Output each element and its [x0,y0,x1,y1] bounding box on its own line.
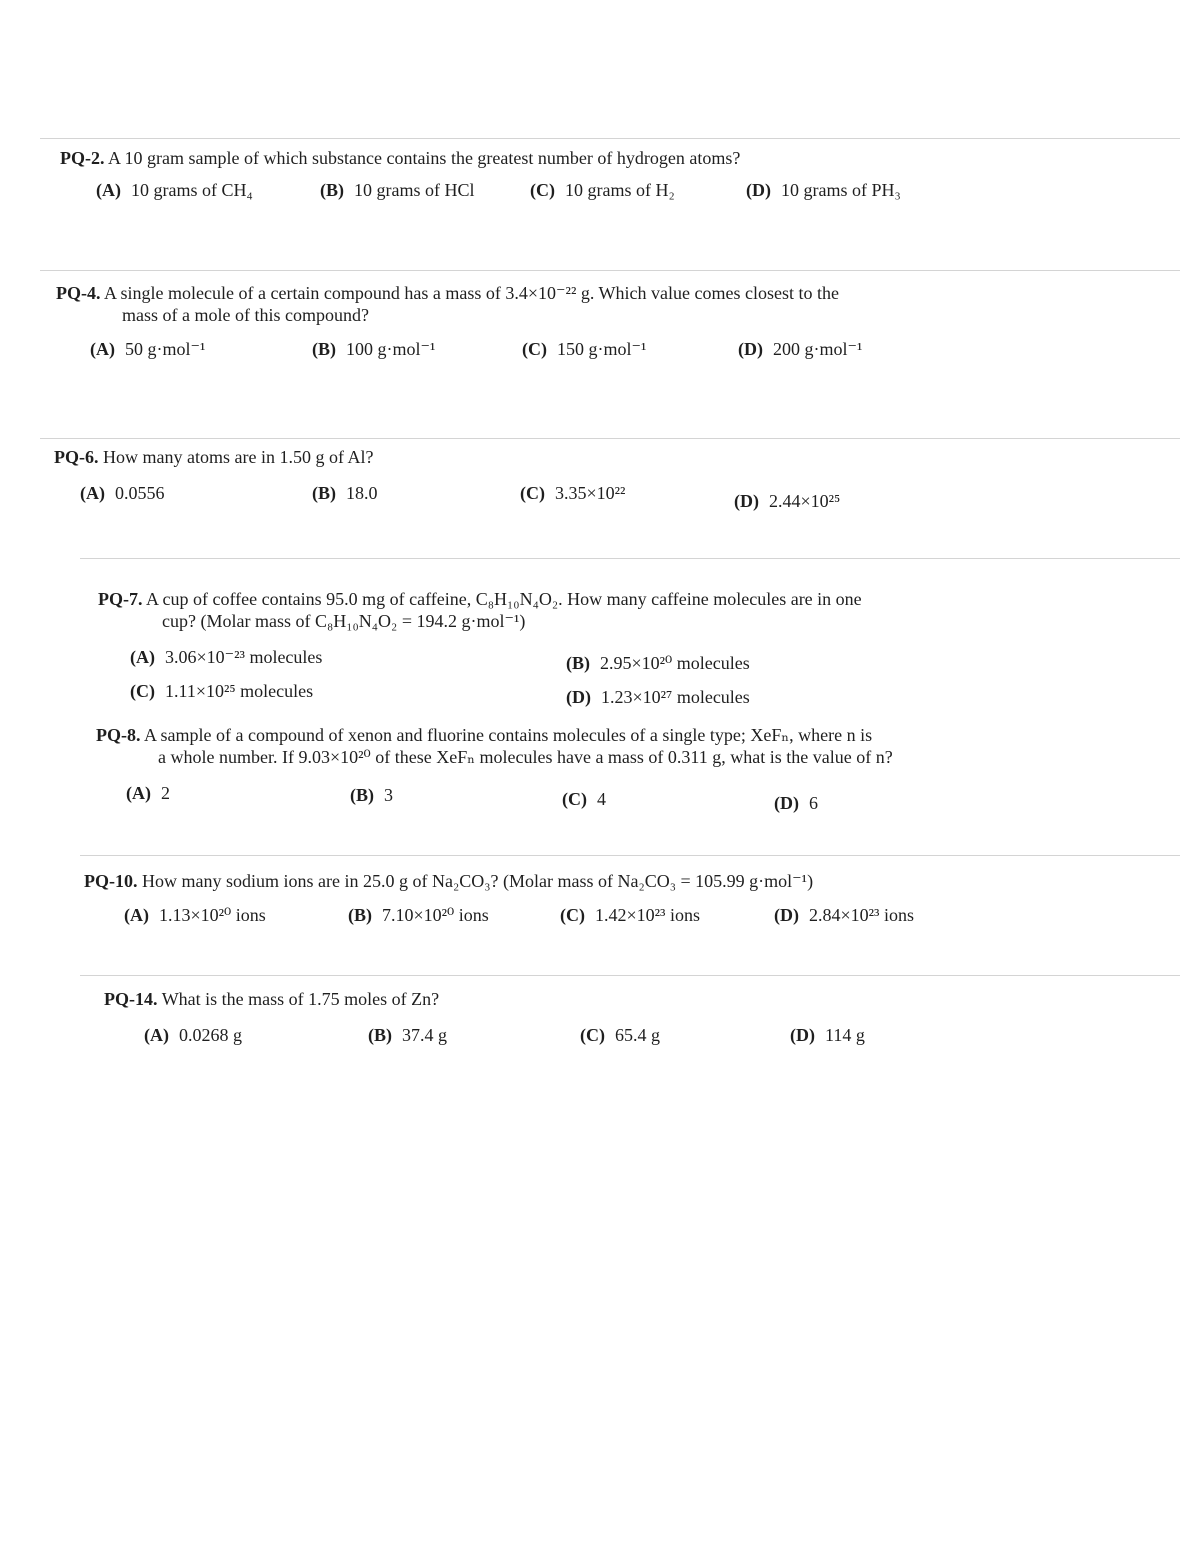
option-text: 6 [809,793,818,813]
question-pq-7 [98,588,1178,707]
option-a [130,646,322,668]
question-number: PQ-10. [84,871,138,891]
option-d [774,792,818,814]
option-text: 100 g·mol⁻¹ [346,339,436,359]
option-text: 0.0556 [115,483,165,503]
option-label: (A) [130,647,155,667]
question-pq-14 [104,988,1174,1048]
option-label: (B) [368,1025,392,1045]
question-stem: A sample of a compound of xenon and fluorine contains molecules of a single type; XeFₙ, where n is [144,725,873,745]
option-text: 3.35×10²² [555,483,626,503]
option-label: (B) [350,785,374,805]
option-label: (A) [124,905,149,925]
option-label: (C) [530,180,555,200]
separator-line [80,855,1180,856]
option-text: 10 grams of H₂ [565,180,675,200]
option-a [144,1024,242,1046]
option-text: 1.42×10²³ ions [595,905,700,925]
option-label: (C) [562,789,587,809]
option-text: 10 grams of PH₃ [781,180,901,200]
question-pq-8 [96,724,1186,813]
question-stem-continued: mass of a mole of this compound? [122,305,369,325]
option-text: 2.95×10²⁰ molecules [600,653,750,673]
option-label: (D) [774,793,799,813]
option-b [348,904,489,926]
option-d [746,179,901,201]
option-label: (B) [312,483,336,503]
option-label: (C) [580,1025,605,1045]
option-text: 1.23×10²⁷ molecules [601,687,750,707]
option-b [350,784,393,806]
option-label: (D) [746,180,771,200]
option-c [130,680,313,702]
question-stem-continued: a whole number. If 9.03×10²⁰ of these XeFₙ molecules have a mass of 0.311 g, what is the value of n? [158,747,893,767]
option-label: (D) [774,905,799,925]
question-pq-2 [60,147,1160,203]
question-number: PQ-4. [56,283,101,303]
option-d [738,338,862,360]
option-label: (B) [348,905,372,925]
question-number: PQ-7. [98,589,143,609]
option-text: 65.4 g [615,1025,660,1045]
option-text: 3.06×10⁻²³ molecules [165,647,323,667]
option-c [580,1024,660,1046]
option-text: 50 g·mol⁻¹ [125,339,206,359]
option-b [566,652,750,674]
option-d [774,904,914,926]
question-pq-4 [56,282,1166,362]
option-label: (A) [90,339,115,359]
option-c [562,788,606,810]
question-number: PQ-2. [60,148,105,168]
question-stem: A single molecule of a certain compound has a mass of 3.4×10⁻²² g. Which value comes closest to the [104,283,839,303]
question-stem: How many sodium ions are in 25.0 g of Na₂CO₃? (Molar mass of Na₂CO₃ = 105.99 g·mol⁻¹) [142,871,814,891]
option-label: (A) [80,483,105,503]
option-a [90,338,205,360]
option-label: (D) [734,491,759,511]
option-label: (A) [126,783,151,803]
option-c [560,904,700,926]
option-text: 2.44×10²⁵ [769,491,841,511]
option-b [312,338,435,360]
question-stem: What is the mass of 1.75 moles of Zn? [161,989,440,1009]
question-stem-continued: cup? (Molar mass of C₈H₁₀N₄O₂ = 194.2 g·mol⁻¹) [162,611,526,631]
option-text: 2 [161,783,170,803]
option-text: 4 [597,789,606,809]
option-text: 18.0 [346,483,378,503]
option-text: 0.0268 g [179,1025,242,1045]
option-label: (D) [566,687,591,707]
option-label: (C) [560,905,585,925]
option-c [522,338,646,360]
option-text: 1.11×10²⁵ molecules [165,681,314,701]
option-b [368,1024,447,1046]
option-text: 7.10×10²⁰ ions [382,905,489,925]
option-label: (C) [522,339,547,359]
option-text: 2.84×10²³ ions [809,905,914,925]
option-label: (A) [96,180,121,200]
option-text: 1.13×10²⁰ ions [159,905,266,925]
option-label: (B) [312,339,336,359]
option-text: 3 [384,785,393,805]
question-number: PQ-6. [54,447,99,467]
separator-line [40,438,1180,439]
option-a [126,782,170,804]
option-c [530,179,675,201]
option-a [80,482,165,504]
question-stem: A 10 gram sample of which substance contains the greatest number of hydrogen atoms? [108,148,741,168]
option-label: (C) [520,483,545,503]
option-label: (C) [130,681,155,701]
question-stem: A cup of coffee contains 95.0 mg of caffeine, C₈H₁₀N₄O₂. How many caffeine molecules are in one [146,589,862,609]
question-number: PQ-8. [96,725,141,745]
option-b [312,482,378,504]
separator-line [40,138,1180,139]
option-c [520,482,625,504]
option-b [320,179,475,201]
option-d [566,686,750,708]
option-d [734,490,840,512]
question-pq-6 [54,446,1164,511]
separator-line [40,270,1180,271]
option-label: (A) [144,1025,169,1045]
question-stem: How many atoms are in 1.50 g of Al? [103,447,374,467]
option-label: (D) [738,339,763,359]
separator-line [80,558,1180,559]
option-label: (B) [566,653,590,673]
option-text: 114 g [825,1025,865,1045]
option-d [790,1024,865,1046]
option-text: 150 g·mol⁻¹ [557,339,647,359]
option-label: (D) [790,1025,815,1045]
question-number: PQ-14. [104,989,158,1009]
option-text: 37.4 g [402,1025,447,1045]
question-pq-10 [84,870,1174,928]
separator-line [80,975,1180,976]
option-text: 10 grams of HCl [354,180,475,200]
option-a [124,904,266,926]
option-text: 200 g·mol⁻¹ [773,339,863,359]
option-a [96,179,253,201]
option-label: (B) [320,180,344,200]
option-text: 10 grams of CH₄ [131,180,253,200]
